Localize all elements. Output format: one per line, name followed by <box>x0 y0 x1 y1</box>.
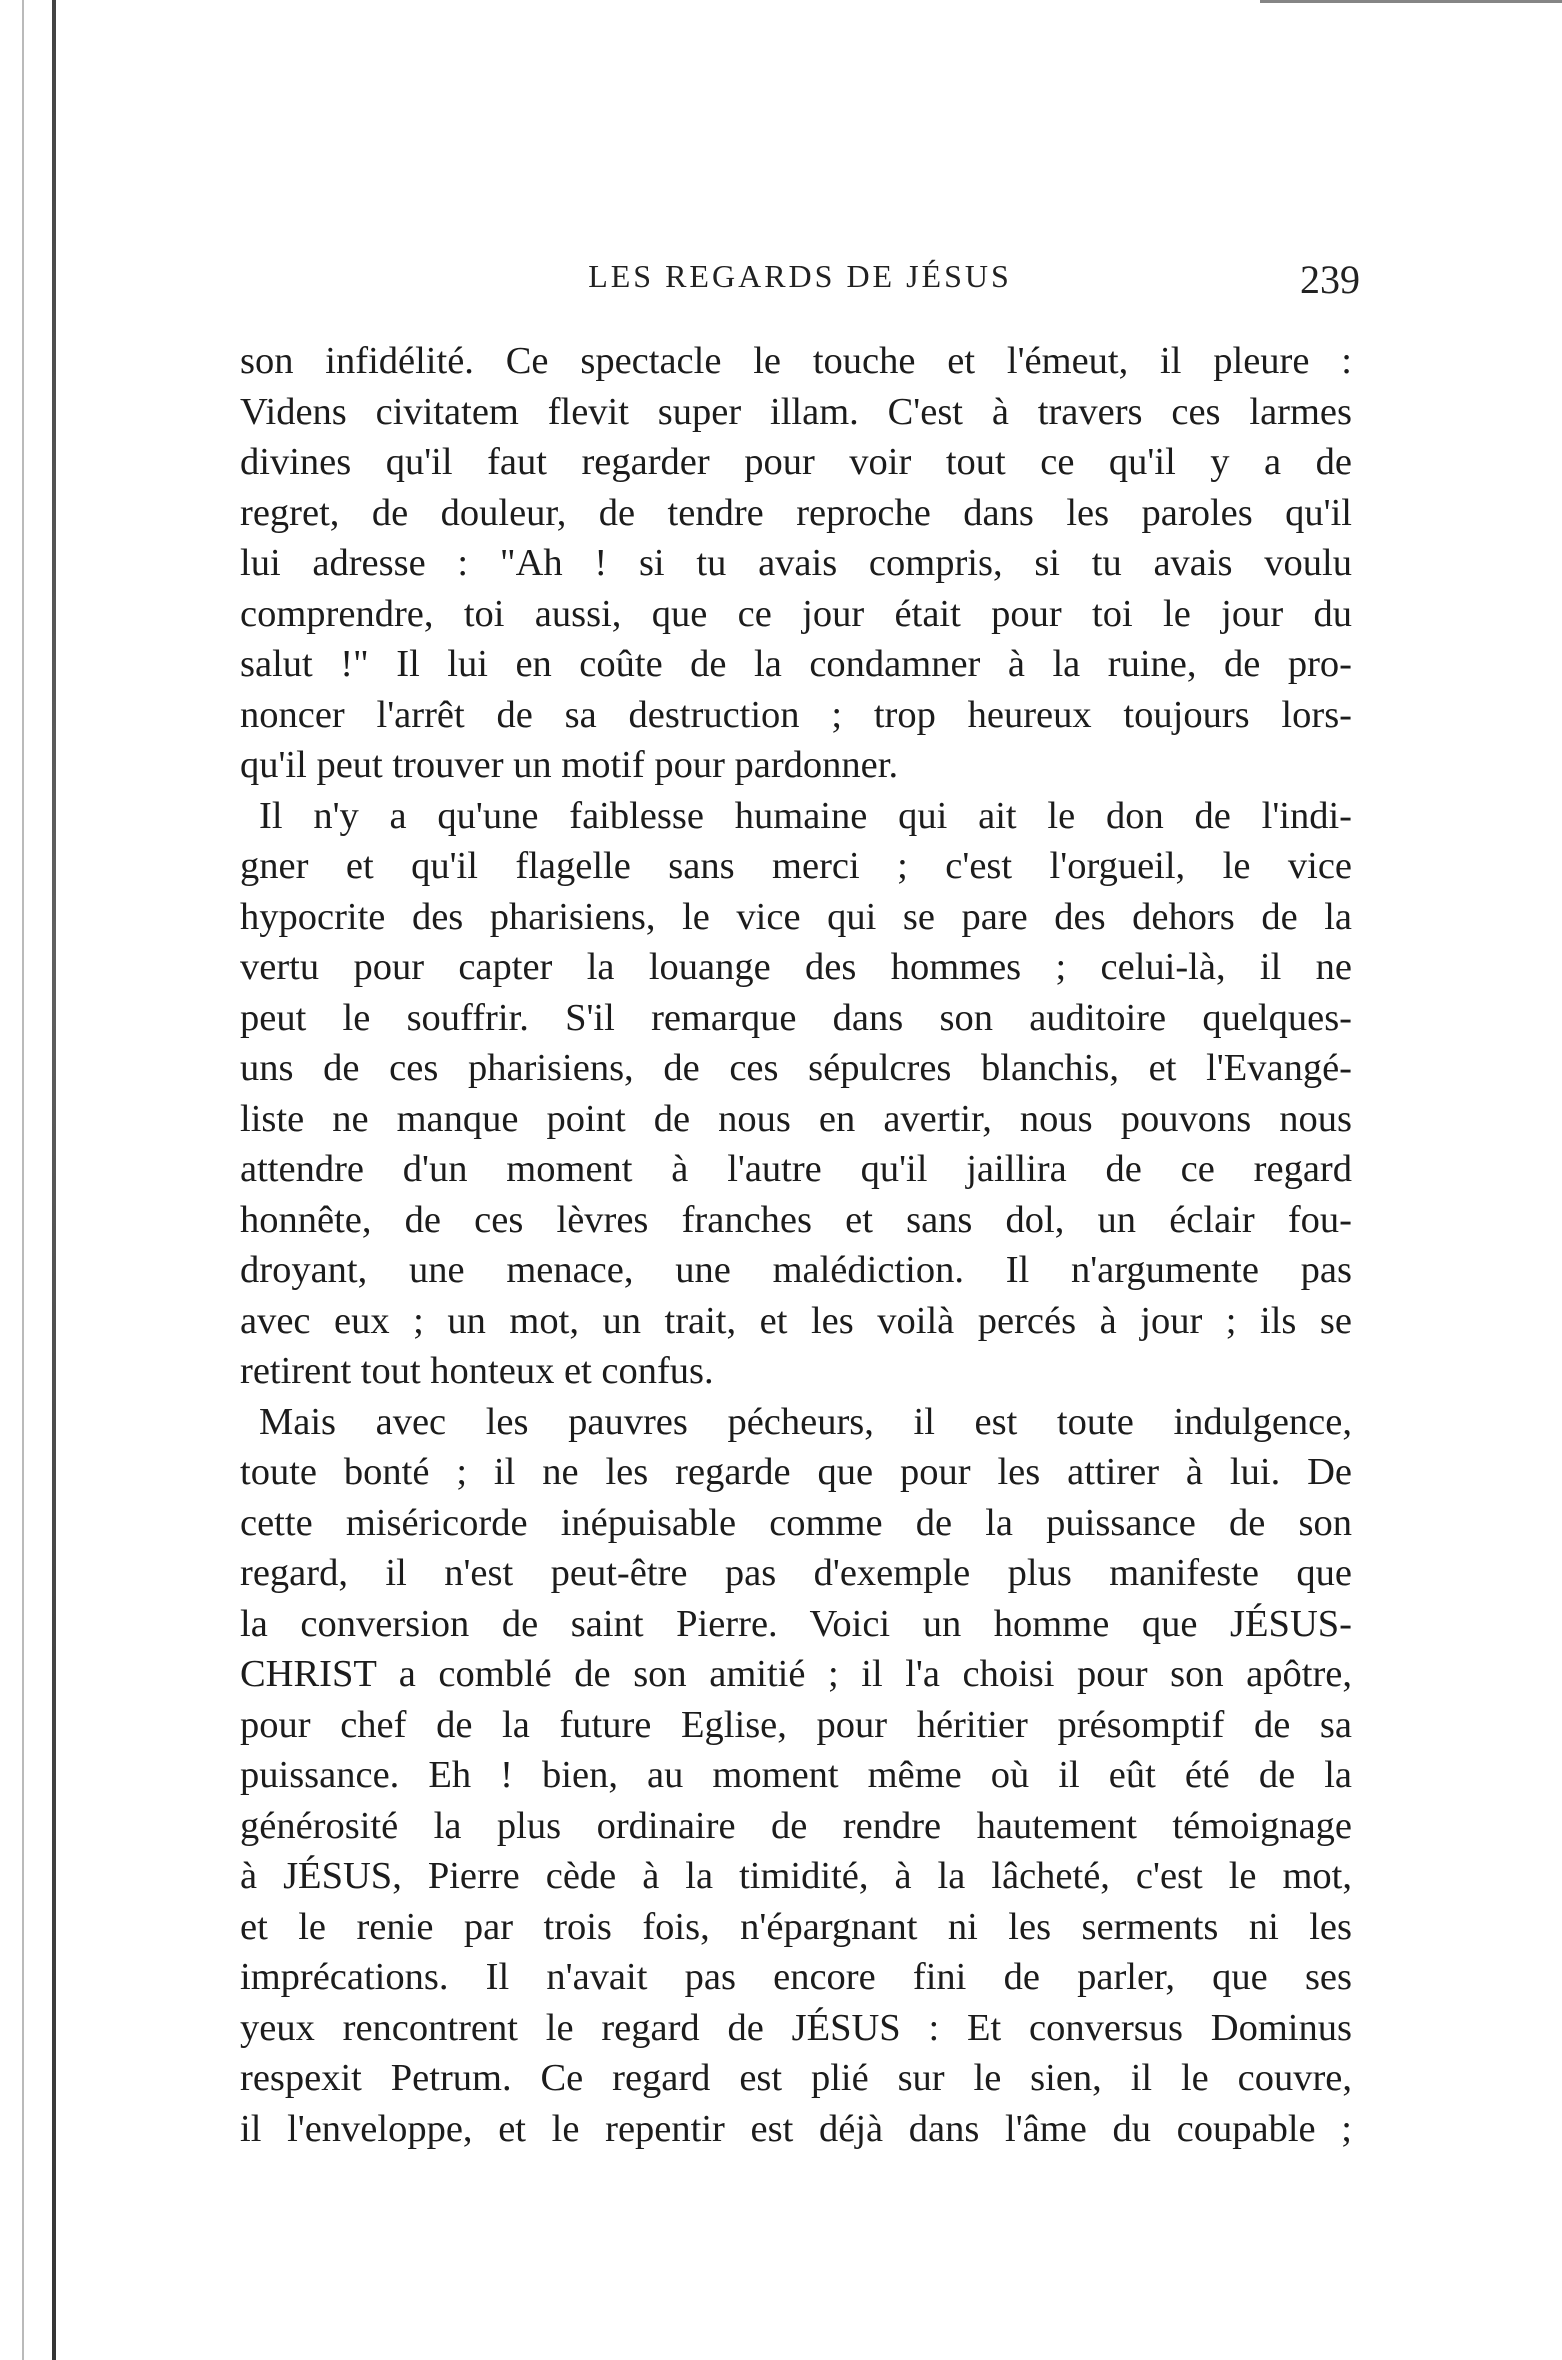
text-line: puissance. Eh ! bien, au moment même où il eût été de la <box>240 1754 1352 1796</box>
page-edge-left <box>52 0 56 2360</box>
paragraph-first-line: Mais avec les pauvres pécheurs, il est toute indulgence, <box>259 1400 1352 1443</box>
text-line: regret, de douleur, de tendre reproche dans les paroles qu'il <box>240 491 1352 534</box>
body-text <box>240 336 1352 2154</box>
text-line: avec eux ; un mot, un trait, et les voilà percés à jour ; ils se <box>240 1299 1352 1342</box>
text-line: imprécations. Il n'avait pas encore fini de parler, que ses <box>240 1956 1352 1998</box>
page-binding-shadow <box>22 0 24 2360</box>
text-line: peut le souffrir. S'il remarque dans son auditoire quelques- <box>240 996 1352 1039</box>
text-line: respexit Petrum. Ce regard est plié sur le sien, il le couvre, <box>240 2057 1352 2099</box>
text-line: CHRIST a comblé de son amitié ; il l'a choisi pour son apôtre, <box>240 1653 1352 1695</box>
text-line: comprendre, toi aussi, que ce jour était pour toi le jour du <box>240 592 1352 635</box>
text-line: qu'il peut trouver un motif pour pardonner. <box>240 744 899 786</box>
text-line: divines qu'il faut regarder pour voir tout ce qu'il y a de <box>240 441 1352 483</box>
page-edge-top <box>1260 0 1562 3</box>
text-line: générosité la plus ordinaire de rendre hautement témoignage <box>240 1804 1352 1847</box>
text-line: il l'enveloppe, et le repentir est déjà dans l'âme du coupable ; <box>240 2107 1352 2150</box>
text-line: noncer l'arrêt de sa destruction ; trop heureux toujours lors- <box>240 693 1352 736</box>
running-title: LES REGARDS DE JÉSUS <box>588 258 1012 294</box>
text-line: uns de ces pharisiens, de ces sépulcres blanchis, et l'Evangé- <box>240 1047 1352 1089</box>
text-line: cette miséricorde inépuisable comme de la puissance de son <box>240 1501 1352 1544</box>
text-line: à JÉSUS, Pierre cède à la timidité, à la lâcheté, c'est le mot, <box>240 1855 1352 1897</box>
text-line: droyant, une menace, une malédiction. Il n'argumente pas <box>240 1249 1352 1291</box>
text-line: toute bonté ; il ne les regarde que pour les attirer à lui. De <box>240 1451 1352 1493</box>
paragraph-first-line: Il n'y a qu'une faiblesse humaine qui ait le don de l'indi- <box>259 794 1352 837</box>
text-line: liste ne manque point de nous en avertir, nous pouvons nous <box>240 1097 1352 1140</box>
text-line: et le renie par trois fois, n'épargnant ni les serments ni les <box>240 1905 1352 1948</box>
running-head <box>240 258 1360 318</box>
text-line: retirent tout honteux et confus. <box>240 1350 714 1392</box>
text-line: vertu pour capter la louange des hommes ; celui-là, il ne <box>240 946 1352 988</box>
text-line: honnête, de ces lèvres franches et sans dol, un éclair fou- <box>240 1198 1352 1241</box>
text-line: la conversion de saint Pierre. Voici un homme que JÉSUS- <box>240 1602 1352 1645</box>
text-line: pour chef de la future Eglise, pour héritier présomptif de sa <box>240 1703 1352 1746</box>
text-line: lui adresse : "Ah ! si tu avais compris, si tu avais voulu <box>240 542 1352 584</box>
text-line: gner et qu'il flagelle sans merci ; c'est l'orgueil, le vice <box>240 845 1352 887</box>
text-line: salut !" Il lui en coûte de la condamner à la ruine, de pro- <box>240 643 1352 685</box>
text-line: attendre d'un moment à l'autre qu'il jaillira de ce regard <box>240 1148 1352 1190</box>
text-line: Videns civitatem flevit super illam. C'est à travers ces larmes <box>240 390 1352 433</box>
text-line: regard, il n'est peut-être pas d'exemple plus manifeste que <box>240 1552 1352 1594</box>
page-number: 239 <box>1300 257 1360 302</box>
text-line: hypocrite des pharisiens, le vice qui se pare des dehors de la <box>240 895 1352 938</box>
text-line: son infidélité. Ce spectacle le touche et l'émeut, il pleure : <box>240 340 1352 382</box>
text-line: yeux rencontrent le regard de JÉSUS : Et conversus Dominus <box>240 2006 1352 2049</box>
